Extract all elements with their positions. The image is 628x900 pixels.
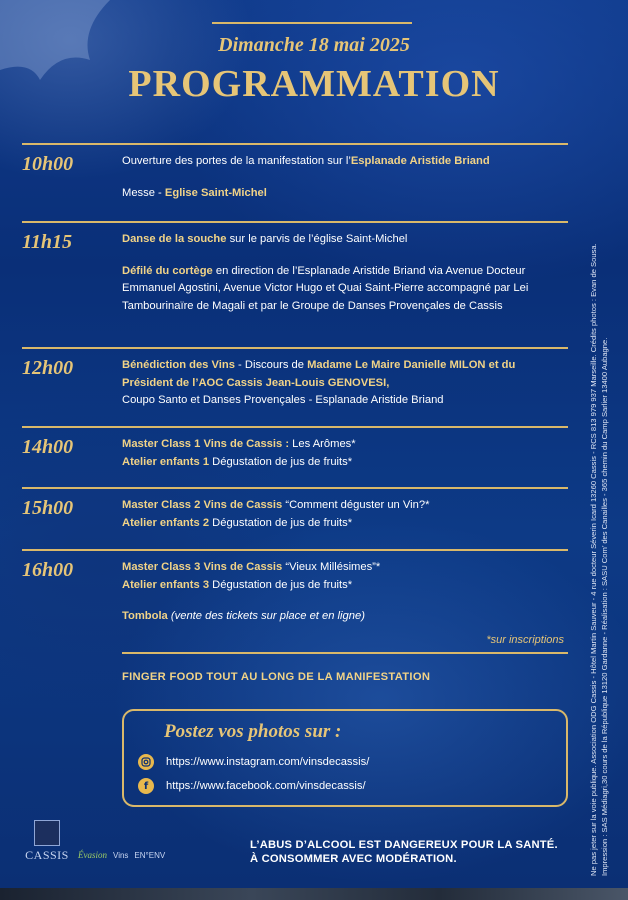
program-time: 10h00 [22, 153, 74, 175]
event-text: Dégustation de jus de fruits* [209, 455, 353, 468]
warning-line-2: À CONSOMMER AVEC MODÉRATION. [250, 853, 457, 865]
finger-food-banner: FINGER FOOD TOUT AU LONG DE LA MANIFESTATION [122, 671, 431, 683]
warning-line-1: L’ABUS D’ALCOOL EST DANGEREUX POUR LA SANTÉ. [250, 839, 558, 851]
event-line [122, 559, 568, 577]
event-text: Danse de la souche [122, 233, 227, 245]
program-time: 16h00 [22, 559, 74, 581]
event-line [122, 454, 568, 472]
enolis-logo: EN°ENV [134, 851, 166, 860]
page-title: PROGRAMMATION [128, 63, 500, 105]
facebook-row[interactable] [138, 777, 366, 795]
event-text: - Discours de [234, 359, 308, 371]
event-text: Atelier enfants 2 [122, 516, 210, 529]
instagram-icon [138, 754, 154, 770]
section-rule [22, 549, 568, 551]
event-line [122, 153, 568, 171]
program-events [122, 153, 568, 202]
event-text: Atelier enfants 1 [122, 455, 210, 468]
social-photos-box [122, 709, 568, 807]
event-line [122, 185, 568, 203]
event-line [122, 436, 568, 454]
event-text: Atelier enfants 3 [122, 578, 210, 591]
program-events [122, 559, 568, 626]
event-line [122, 515, 568, 533]
section-rule [22, 487, 568, 489]
program-time: 14h00 [22, 436, 74, 458]
event-text: Ouverture des portes de la manifestation sur l’ [122, 155, 351, 167]
photos-title: Postez vos photos sur : [164, 721, 342, 742]
event-line [122, 608, 568, 626]
event-text: Défilé du cortège [122, 264, 213, 277]
program-events [122, 231, 568, 315]
event-text: “Comment déguster un Vin?* [282, 499, 430, 511]
legal-line-1: Ne pas jeter sur la voie publique. Association ODG Cassis - Hôtel Martin Sauveur - 4 rue docteur Séverin Icard 13260 Cassis - RCS 813 979 937 Marseille. Crédits photos : Evan de Sousa. [589, 243, 598, 876]
bottom-strip [0, 888, 628, 900]
event-line [122, 357, 568, 392]
event-text: Master Class 3 Vins de Cassis [122, 561, 283, 573]
event-text: sur le parvis de l’église Saint-Michel [226, 233, 408, 245]
event-text: Tombola [122, 610, 168, 622]
event-text: Messe - [122, 186, 165, 199]
facebook-icon: f [138, 778, 154, 794]
event-line [122, 231, 568, 249]
event-text: Coupo Santo et Danses Provençales - Esplanade Aristide Briand [122, 394, 444, 406]
program-events [122, 357, 568, 410]
event-line [122, 577, 568, 595]
event-text: (vente des tickets sur place et en ligne) [167, 610, 365, 622]
program-time: 12h00 [22, 357, 74, 379]
event-text: Eglise Saint-Michel [164, 186, 267, 199]
event-text: Dégustation de jus de fruits* [209, 578, 353, 591]
legal-mentions [588, 16, 610, 876]
program-events [122, 497, 568, 532]
event-text: en direction de l’Esplanade Aristide Briand via Avenue Docteur Emmanuel Agostini, Avenue Victor Hugo et Quai Saint-Pierre accompagné par Lei Tambourinaïre de Magali et par le Groupe de Danses Provençales de Cassis [122, 264, 529, 312]
cassis-logo: CASSIS [22, 818, 72, 868]
event-text: Dégustation de jus de fruits* [209, 516, 353, 529]
alcohol-warning [250, 838, 570, 866]
vins-logo: Vins [113, 851, 129, 860]
section-rule [22, 426, 568, 428]
program-time: 15h00 [22, 497, 74, 519]
event-text: Bénédiction des Vins [122, 359, 235, 371]
finger-food-rule [122, 652, 568, 654]
facebook-link[interactable]: https://www.facebook.com/vinsdecassis/ [166, 780, 366, 792]
event-line [122, 392, 568, 410]
program-time: 11h15 [22, 231, 73, 253]
instagram-link[interactable]: https://www.instagram.com/vinsdecassis/ [166, 756, 370, 768]
event-text: Master Class 2 Vins de Cassis [122, 499, 283, 511]
section-rule [22, 347, 568, 349]
legal-line-2: Impression : SAS Médiagri,30 cours de la République 13120 Gardanne - Réalisation : SASU Com’ des Canailles - 365 chemin du Camp Sarlier 13400 Aubagne. [600, 337, 609, 876]
partner-logos [22, 816, 252, 868]
instagram-row[interactable] [138, 753, 369, 771]
event-text: Les Arômes* [289, 438, 356, 450]
event-line [122, 497, 568, 515]
event-text: “Vieux Millésimes”* [282, 561, 381, 573]
section-rule [22, 221, 568, 223]
registration-note: *sur inscriptions [486, 634, 564, 646]
event-text: Master Class 1 Vins de Cassis : [122, 438, 290, 450]
event-text: Madame Le Maire Danielle MILON et du Président de l’AOC Cassis Jean-Louis GENOVESI, [122, 359, 516, 389]
program-events [122, 436, 568, 471]
event-date: Dimanche 18 mai 2025 [218, 34, 410, 56]
event-text: Esplanade Aristide Briand [350, 155, 490, 167]
evasion-logo: Évasion [78, 850, 107, 860]
event-line [122, 263, 568, 316]
top-rule [212, 22, 412, 24]
section-rule [22, 143, 568, 145]
